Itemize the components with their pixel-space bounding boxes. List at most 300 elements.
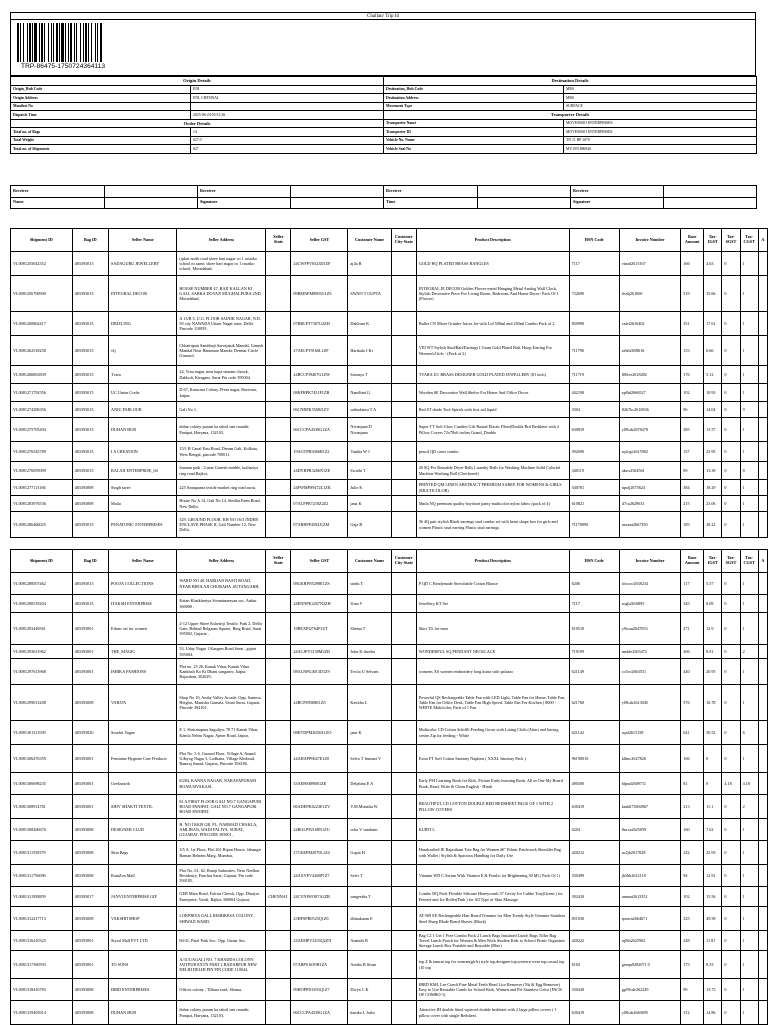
cell-tax-igst: 20.95: [704, 659, 722, 685]
cell-seller-name: UC Union Crafts: [109, 384, 177, 402]
column-header-base-amount: Base Amount: [681, 550, 704, 573]
cell-shipment-id: VL0081308914781: [11, 795, 73, 819]
receiver-row: [11, 186, 757, 198]
column-header-product-description: Product Description: [416, 550, 569, 573]
cell-extra: [758, 496, 767, 512]
cell-tax-sgst: 0: [722, 336, 740, 366]
cell-seller-gst: 06CCCPA4338G1ZA: [291, 1001, 348, 1025]
transporter-details-heading: Transporter Details: [384, 111, 757, 120]
cell-bag-id: 483393015: [72, 512, 108, 538]
table-row: [11, 512, 768, 538]
cell-seller-name: Skin Bags: [109, 841, 177, 865]
cell-seller-state: [266, 745, 291, 773]
cell-customer-city-state: [391, 512, 416, 538]
cell-invoice-number: vinad2615167: [619, 252, 681, 276]
cell-product-description: Super TT Soft Glow Candies Gift Round Elastic Fibre(Double Brd Bedsheet with 2 Pillow Covers 72x78x6 inches Grand_Double: [416, 418, 569, 442]
column-header-seller-gst: Seller GST: [291, 550, 348, 573]
cell-shipment-id: VL0081290518204: [11, 595, 73, 613]
cell-seller-state: [266, 907, 291, 931]
cell-seller-address: Plot no. 25 26, Kanak Vihar, Kanak Vihar Kankhali Ko Ki Dhani sanganer, Jaipur, Rajasthan, 302029,: [177, 659, 266, 685]
cell-extra: [758, 1001, 767, 1025]
cell-tax-cgst: 1: [740, 931, 758, 951]
destination-label: Destination Address: [384, 94, 564, 103]
cell-seller-gst: 08KTDPM2658A1ZO: [291, 721, 348, 745]
cell-customer-city-state: [391, 645, 416, 659]
cell-shipment-id: VL0081319403914: [11, 1001, 73, 1025]
cell-shipment-id: VL0081283976536: [11, 496, 73, 512]
cell-tax-igst: 25.95: [704, 442, 722, 462]
cell-seller-address: HOUSE NUMBER 47, RAJI KALLAN KI GALI, SARKA DOVAN MUGHALPURA 2ND, Moradabad,: [177, 276, 266, 312]
cell-shipment-id: VL0081308206676: [11, 819, 73, 841]
cell-base-amount: 345: [681, 595, 704, 613]
cell-bag-id: 483393001: [72, 745, 108, 773]
cell-seller-name: ISHIKA FASHIONS: [109, 659, 177, 685]
receiver-cell: Time: [384, 197, 478, 209]
cell-tax-sgst: 0: [722, 418, 740, 442]
cell-shipment-id: VL0081293631962: [11, 645, 73, 659]
cell-invoice-number: tmdde2565472: [619, 645, 681, 659]
cell-tax-igst: 5.57: [704, 573, 722, 595]
cell-product-description: BEAUTIFUL CD COTTON DOUBLE BED BEDSHEET PACK OF 1 WITH 2 PILLOW COVERS: [416, 795, 569, 819]
cell-extra: [758, 276, 767, 312]
cell-tax-igst: 13.73: [704, 979, 722, 1001]
cell-extra: [758, 745, 767, 773]
cell-hsn-code: 610510: [569, 613, 619, 645]
order-details-heading: Order Details: [11, 119, 384, 128]
column-header-tax-igst: Tax-IGST: [704, 550, 722, 573]
table-row: [11, 819, 768, 841]
cell-invoice-number: yl9lsdr2613045: [619, 685, 681, 721]
transporter-value: MY1051886S26: [564, 145, 757, 154]
cell-bag-id: 483393015: [72, 252, 108, 276]
table-row: [11, 418, 768, 442]
column-header-product-description: Product Description: [416, 229, 569, 252]
cell-tax-sgst: 0: [722, 462, 740, 480]
cell-bag-id: 483393001: [72, 659, 108, 685]
cell-seller-address: Chhatrapati Sambhaji Sarvajanik Mandal, Ganesh Mandal Near Hanuman Mandir, Dermar Circle Girnarol,: [177, 336, 266, 366]
cell-seller-name: Feminine Hygiene Care Products: [109, 745, 177, 773]
cell-invoice-number: npxlj2675624: [619, 480, 681, 496]
cell-hsn-code: 6206: [569, 573, 619, 595]
cell-seller-gst: 07ALFPR7218Z2Z2: [291, 496, 348, 512]
cell-extra: [758, 366, 767, 384]
column-header-shipment-id: Shipment ID: [11, 550, 73, 573]
table-row: [11, 384, 768, 402]
cell-tax-cgst: 1: [740, 907, 758, 931]
cell-base-amount: 94: [681, 865, 704, 887]
column-header-bag-id: Bag ID: [72, 229, 108, 252]
column-header-invoice-number: Invoice Number: [619, 229, 681, 252]
cell-invoice-number: aksrr2564561: [619, 462, 681, 480]
column-header-tax-sgst: Tax-SGST: [722, 229, 740, 252]
cell-bag-id: 483393017: [72, 887, 108, 907]
cell-seller-state: [266, 462, 291, 480]
cell-base-amount: 185: [681, 512, 704, 538]
cell-extra: [758, 442, 767, 462]
cell-shipment-id: VL0081274286356: [11, 402, 73, 418]
barcode-image: [17, 23, 109, 62]
cell-base-amount: 248: [681, 931, 704, 951]
cell-seller-name: Sourkit Vogue: [109, 721, 177, 745]
cell-seller-name: PENATONIC ENTERPRISES: [109, 512, 177, 538]
cell-customer-city-state: [391, 366, 416, 384]
receiver-cell: Receiver: [198, 186, 291, 198]
transporter-label: Vehicle No. Name: [384, 136, 564, 145]
cell-customer-name: Selvo T Irumari V: [348, 745, 391, 773]
cell-hsn-code: 621149: [569, 659, 619, 685]
cell-hsn-code: 96190010: [569, 745, 619, 773]
cell-tax-igst: 14.04: [704, 402, 722, 418]
column-header-bag-id: Bag ID: [72, 550, 108, 573]
cell-invoice-number: cc5co2663551: [619, 659, 681, 685]
cell-customer-city-state: [391, 276, 416, 312]
receiver-cell[interactable]: [291, 197, 384, 209]
cell-tax-igst: 4.63: [704, 252, 722, 276]
destination-label: Destination_Hub Code: [384, 85, 564, 94]
receiver-cell[interactable]: [478, 186, 571, 198]
cell-invoice-number: zp8td2666527: [619, 384, 681, 402]
order-value: 14: [191, 128, 384, 137]
receiver-cell[interactable]: [105, 186, 198, 198]
table-row: [11, 745, 768, 773]
cell-tax-sgst: 0: [722, 366, 740, 384]
cell-seller-gst: 19BEXPI2764P1ZT: [291, 613, 348, 645]
table-row: [11, 252, 768, 276]
cell-customer-city-state: [391, 931, 416, 951]
cell-hsn-code: 7117: [569, 252, 619, 276]
order-value: 627.0: [191, 136, 384, 145]
cell-shipment-id: VL0081262518258: [11, 336, 73, 366]
cell-tax-sgst: 0: [722, 402, 740, 418]
cell-shipment-id: VL0081276095099: [11, 462, 73, 480]
origin-label: Origin Address: [11, 94, 191, 103]
cell-customer-name: sindu T: [348, 573, 391, 595]
cell-extra: [758, 795, 767, 819]
cell-seller-address: 3/5 A, 1st Floor, Plot 261 Ripon House, Jahangir Baman Behram Marg, Mumbai,: [177, 841, 266, 865]
cell-customer-name: V.M.Monalia W: [348, 795, 391, 819]
table-header-row: [11, 550, 768, 573]
transporter-value: MOVEMSJO ENTERPRISES: [564, 128, 757, 137]
cell-seller-address: Gali No 1,: [177, 402, 266, 418]
cell-seller-gst: 19AGTPH4366R1Z2: [291, 442, 348, 462]
cell-seller-address: 2-12 Upper Shree Kshetriji Textile, Park 2, Delhi Gate, Behind Belgaum Square, Ring Road, Surat 395002, Gujarat ,: [177, 613, 266, 645]
cell-product-description: Bag C2 1 Get 1 Free Combo Pack 2 Lunch Bags Insulated Lunch Bags Tiffin Bag Travel Lunch Pouch for Women & Men Work Student Kids to School Picnic Organizer Storage Lunch Box Portable and Reusable (Blue): [416, 931, 569, 951]
cell-customer-city-state: [391, 496, 416, 512]
column-header-extra: A: [758, 229, 767, 252]
cell-tax-cgst: 1: [740, 613, 758, 645]
cell-customer-name: Kavitha L: [348, 685, 391, 721]
cell-seller-name: JANVI ENTERPRISE GIF: [109, 887, 177, 907]
cell-tax-sgst: 4.18: [722, 773, 740, 795]
cell-seller-state: [266, 276, 291, 312]
table-row: [11, 496, 768, 512]
cell-base-amount: 641: [681, 721, 704, 745]
cell-seller-name: DESIGNER CLUB: [109, 819, 177, 841]
cell-extra: [758, 659, 767, 685]
transporter-label: Vehicle Seal No: [384, 145, 564, 154]
cell-bag-id: 483393015: [72, 573, 108, 595]
challan-trip-id-title: Challan/ Trip Id: [10, 12, 756, 20]
order-label: Total Weight: [11, 136, 191, 145]
cell-seller-gst: 24ENNPK2267N2ZH: [291, 595, 348, 613]
cell-tax-igst: 11.81: [704, 931, 722, 951]
cell-customer-city-state: [391, 252, 416, 276]
cell-customer-city-state: [391, 595, 416, 613]
cell-tax-cgst: 1: [740, 418, 758, 442]
receiver-cell[interactable]: [664, 186, 757, 198]
cell-seller-gst: 08KFRPK7451F1ZB: [291, 384, 348, 402]
receiver-cell: Receiver: [11, 186, 105, 198]
cell-hsn-code: 711719: [569, 366, 619, 384]
cell-invoice-number: yl9lsdr2678470: [619, 418, 681, 442]
cell-tax-igst: 30.52: [704, 721, 722, 745]
cell-seller-name: SADAGURU JEWELLERY: [109, 252, 177, 276]
destination-value: SURFACE: [564, 102, 757, 111]
cell-hsn-code: 710199: [569, 645, 619, 659]
cell-customer-name: Harikala J Kr: [348, 336, 391, 366]
cell-tax-igst: 10.93: [704, 384, 722, 402]
order-label: Total no. of Shipments: [11, 145, 191, 154]
cell-extra: [758, 462, 767, 480]
cell-base-amount: 175: [681, 951, 704, 979]
cell-seller-gst: 09HOPPD1293Q1Z7: [291, 979, 348, 1001]
order-value: 627: [191, 145, 384, 154]
table-row: [11, 887, 768, 907]
cell-seller-address: 8/284, KANNA NAGAR, NARAYAPURAM ROAD,SIVAKASI,: [177, 773, 266, 795]
origin-value: ENI, CHENNAI: [191, 94, 384, 103]
cell-base-amount: 213: [681, 795, 704, 819]
cell-tax-cgst: 1: [740, 595, 758, 613]
cell-customer-name: sangeetha T: [348, 887, 391, 907]
cell-hsn-code: 621142: [569, 721, 619, 745]
cell-seller-state: [266, 841, 291, 865]
cell-base-amount: 351: [681, 312, 704, 336]
cell-seller-gst: 24CYNPS5387A2ZR: [291, 887, 348, 907]
cell-tax-igst: 16.78: [704, 685, 722, 721]
cell-tax-sgst: 0: [722, 312, 740, 336]
cell-seller-state: [266, 595, 291, 613]
cell-customer-name: kanika L Joshi: [348, 1001, 391, 1025]
cell-tax-igst: 8.33: [704, 951, 722, 979]
cell-hsn-code: 340119: [569, 462, 619, 480]
cell-extra: [758, 480, 767, 496]
cell-customer-name: Gupta H: [348, 841, 391, 865]
cell-invoice-number: sqid2615158: [619, 721, 681, 745]
destination-value: MRS: [564, 85, 757, 94]
cell-tax-cgst: 1: [740, 252, 758, 276]
origin-value: [191, 102, 384, 111]
cell-invoice-number: rq9ib2625902: [619, 931, 681, 951]
cell-base-amount: 576: [681, 685, 704, 721]
cell-customer-city-state: [391, 480, 416, 496]
cell-seller-name: ANIU PARLOUR: [109, 402, 177, 418]
cell-tax-igst: 49.58: [704, 907, 722, 931]
cell-invoice-number: annnai2613351: [619, 887, 681, 907]
cell-extra: [758, 685, 767, 721]
cell-seller-gst: 06CNRPK5508J1ZV: [291, 402, 348, 418]
cell-base-amount: 153: [681, 336, 704, 366]
receiver-cell[interactable]: [478, 197, 571, 209]
cell-shipment-id: VL0081306476359: [11, 745, 73, 773]
cell-base-amount: 384: [681, 480, 704, 496]
cell-seller-name: DRIZLING: [109, 312, 177, 336]
cell-tax-sgst: 0: [722, 951, 740, 979]
cell-customer-name: jana K: [348, 496, 391, 512]
cell-customer-city-state: [391, 795, 416, 819]
cell-invoice-number: genqu9282071 0: [619, 951, 681, 979]
cell-extra: [758, 613, 767, 645]
cell-base-amount: 166: [681, 252, 704, 276]
cell-extra: [758, 887, 767, 907]
cell-base-amount: 102: [681, 384, 704, 402]
cell-seller-state: [266, 685, 291, 721]
cell-hsn-code: 3304: [569, 402, 619, 418]
cell-product-description: Combo DQ Pack Flexible Silicone Honeycomb 37 Cavity Ice Cubbe Tray(Green ) for Freezer and Ice Roller(Pink ) for All Type of Skin Massage: [416, 887, 569, 907]
table-row: [11, 645, 768, 659]
cell-seller-gst: 06CCCPA4338G1ZA: [291, 418, 348, 442]
cell-tax-sgst: 0: [722, 645, 740, 659]
cell-shipment-id: VL0081286466025: [11, 512, 73, 538]
cell-base-amount: 519: [681, 276, 704, 312]
order-label: Total no. of Bags: [11, 128, 191, 137]
cell-seller-address: 60/41, Patel Park Soc, Opp. Girnar Soc.: [177, 931, 266, 951]
cell-seller-address: Officer colony , Tilhara road, Shama,: [177, 979, 266, 1001]
receiver-cell[interactable]: [291, 186, 384, 198]
column-header-customer-city-state: Customer City-State: [391, 229, 416, 252]
cell-tax-sgst: 0: [722, 685, 740, 721]
cell-bag-id: 483393015: [72, 595, 108, 613]
receiver-table: [10, 185, 757, 209]
cell-seller-gst: 27CKEPM2070L1Z4: [291, 841, 348, 865]
cell-seller-address: Saratan path : 2,near Ganesh marble, kothariya ring road,Rajkot,: [177, 462, 266, 480]
cell-tax-sgst: 0: [722, 496, 740, 512]
cell-tax-sgst: 0: [722, 442, 740, 462]
cell-bag-id: 483393008: [72, 865, 108, 887]
cell-tax-sgst: 0: [722, 384, 740, 402]
cell-tax-sgst: 0: [722, 979, 740, 1001]
cell-extra: [758, 512, 767, 538]
cell-tax-cgst: 4.18: [740, 773, 758, 795]
cell-base-amount: 81: [681, 773, 704, 795]
cell-customer-name: Swathi T: [348, 462, 391, 480]
cell-customer-name: Uma V: [348, 595, 391, 613]
cell-seller-address: D 67, Kanwani Colony, Prem nagar, Borivara, Jaipur,: [177, 384, 266, 402]
cell-tax-igst: 0: [704, 745, 722, 773]
cell-seller-name: VARITA: [109, 685, 177, 721]
column-header-extra: A: [758, 550, 767, 573]
cell-seller-gst: 06ADEPK6223E1ZV: [291, 795, 348, 819]
cell-tax-cgst: 8: [740, 462, 758, 480]
cell-product-description: Handcrafted IE Rajasthani Tote Bag for Women â€" Ethnic Patchwork Shoulder Bag with Wallet | Stylish & Spacious Handbag for Daily Use: [416, 841, 569, 865]
cell-product-description: 36 4Q pair stylish Black earrings stud combo set with heart shape box for girls and women Plastic stud earring Plastic stud earrings: [416, 512, 569, 538]
receiver-cell[interactable]: [664, 197, 757, 209]
table-row: [11, 276, 768, 312]
cell-product-description: Wooden SE Decorative Wall Shelve For Home And Office Decor: [416, 384, 569, 402]
cell-bag-id: 483393015: [72, 336, 108, 366]
cell-bag-id: 483393015: [72, 462, 108, 480]
origin-label: Manifest No: [11, 102, 191, 111]
origin-value: 2025-06-24 05:51:26: [191, 111, 384, 120]
table-row: [11, 336, 768, 366]
cell-hsn-code: 420212: [569, 841, 619, 865]
cell-tax-cgst: 1: [740, 745, 758, 773]
cell-tax-sgst: 0: [722, 745, 740, 773]
cell-customer-name: ajila B: [348, 252, 391, 276]
cell-tax-igst: 6.66: [704, 336, 722, 366]
cell-seller-address: (qdari north road shree hari nagar co 1 rasaiko school ni same, shree hari nagar co 1 rasaiko school, Moradabad,: [177, 252, 266, 276]
cell-extra: [758, 951, 767, 979]
cell-invoice-number: 82b7kc2616936: [619, 402, 681, 418]
cell-seller-state: [266, 573, 291, 595]
cell-tax-sgst: 0: [722, 659, 740, 685]
cell-product-description: Red ST shade Tool Spirals with first aid liquid: [416, 402, 569, 418]
receiver-cell[interactable]: [105, 197, 198, 209]
cell-bag-id: 483393001: [72, 613, 108, 645]
cell-shipment-id: VL0081311958859: [11, 887, 73, 907]
cell-base-amount: 176: [681, 366, 704, 384]
barcode-section: [10, 20, 756, 76]
cell-seller-state: [266, 979, 291, 1001]
cell-invoice-number: spmcn2664671: [619, 907, 681, 931]
cell-bag-id: 483393001: [72, 773, 108, 795]
cell-customer-city-state: [391, 907, 416, 931]
cell-product-description: Skirt TG for men: [416, 613, 569, 645]
table-row: [11, 462, 768, 480]
origin-label: Dispatch Time: [11, 111, 191, 120]
cell-product-description: VEI WT Stylish Stud/Bali/Earrings I Gram Gold Plated Bali, Hoop Earring For Women's/Girls - (Pack of 2): [416, 336, 569, 366]
cell-invoice-number: 8ncca2625059: [619, 819, 681, 841]
cell-tax-sgst: 0: [722, 1001, 740, 1025]
cell-shipment-id: VL0081256709900: [11, 276, 73, 312]
shipments-table-2: [10, 549, 768, 1025]
cell-shipment-id: VL0081277113166: [11, 480, 73, 496]
cell-extra: [758, 907, 767, 931]
column-header-seller-name: Seller Name: [109, 229, 177, 252]
cell-product-description: pencil QD cases combo: [416, 442, 569, 462]
table-row: [11, 659, 768, 685]
cell-invoice-number: lisalj261000: [619, 276, 681, 312]
cell-seller-address: duhar colony puram ka tahsil smi raundir, Panipat, Haryana, 132103,: [177, 418, 266, 442]
cell-invoice-number: nexant2667350: [619, 512, 681, 538]
cell-tax-sgst: 0: [722, 276, 740, 312]
cell-tax-sgst: 0: [722, 252, 740, 276]
cell-bag-id: 483393008: [72, 841, 108, 865]
cell-hsn-code: 330499: [569, 865, 619, 887]
cell-hsn-code: 6204: [569, 819, 619, 841]
cell-seller-state: [266, 645, 291, 659]
destination-value: MRS: [564, 94, 757, 103]
cell-seller-name: I A CREATION: [109, 442, 177, 462]
cell-shipment-id: VL0081271792556: [11, 384, 73, 402]
cell-seller-name: Ethnic set for women: [109, 613, 177, 645]
cell-customer-city-state: [391, 819, 416, 841]
cell-extra: [758, 312, 767, 336]
cell-seller-state: [266, 496, 291, 512]
cell-bag-id: 483393008: [72, 1001, 108, 1025]
cell-tax-igst: 15.56: [704, 887, 722, 907]
cell-seller-name: RainZon Mall: [109, 865, 177, 887]
cell-customer-name: Divya C K: [348, 979, 391, 1001]
cell-seller-address: A 13/B 3, U.G. FLOOR SAINIK NAGAR, N.D. 59 city NAWADA Uttam Nagar state, Delhi Pincode 110059 ,: [177, 312, 266, 336]
cell-extra: [758, 931, 767, 951]
cell-extra: [758, 841, 767, 865]
cell-extra: [758, 336, 767, 366]
cell-tax-cgst: 1: [740, 887, 758, 907]
cell-seller-gst: 24BCCPJ9467G1ZW: [291, 366, 348, 384]
cell-seller-name: VAKSHITSHOP: [109, 907, 177, 931]
cell-bag-id: 483393008: [72, 685, 108, 721]
cell-customer-city-state: [391, 773, 416, 795]
